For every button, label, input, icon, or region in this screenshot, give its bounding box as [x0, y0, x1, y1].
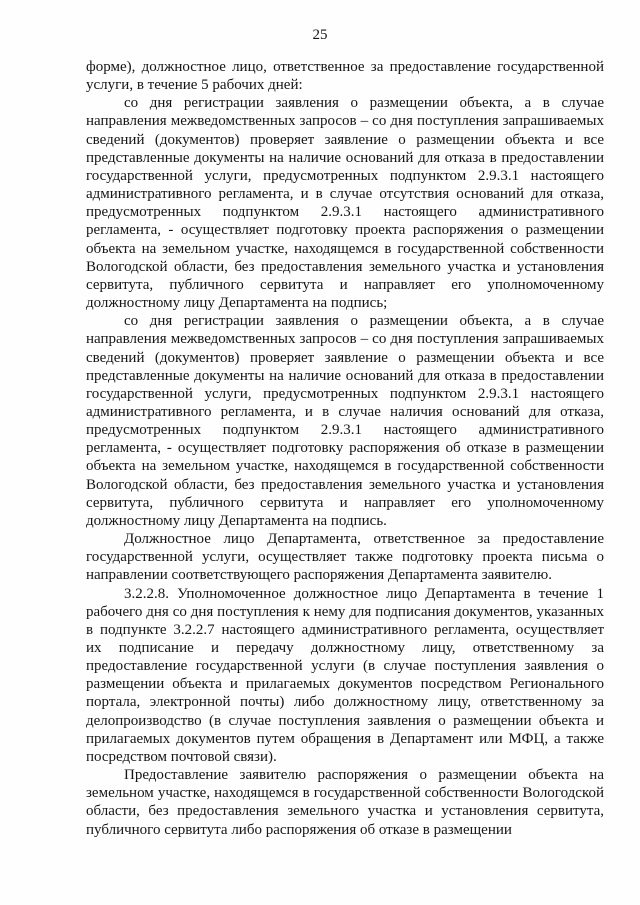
- page-number: 25: [312, 27, 328, 43]
- paragraph-grounds-for-refusal: со дня регистрации заявления о размещении объекта, а в случае направления межведомственных запросов – со дня поступления запрашиваемых сведений (документов) проверяет заявление о размещении объекта и все представленные документы на наличие оснований для отказа в предоставлении государственной услуги, предусмотренных подпунктом 2.9.3.1 настоящего административного регламента, и в случае наличия оснований для отказа, предусмотренных подпунктом 2.9.3.1 настоящего административного регламента, - осуществляет подготовку распоряжения об отказе в размещении объекта на земельном участке, находящемся в государственной собственности Вологодской области, без предоставления земельного участка и установления сервитута, публичного сервитута и направляет его уполномоченному должностному лицу Департамента на подпись.: [86, 313, 604, 529]
- paragraph-delivery-to-applicant: Предоставление заявителю распоряжения о размещении объекта на земельном участке, находящемся в государственной собственности Вологодской области, без предоставления земельного участка и установления сервитута, публичного сервитута либо распоряжения об отказе в размещении: [86, 767, 604, 838]
- paragraph-no-grounds-for-refusal: со дня регистрации заявления о размещении объекта, а в случае направления межведомственных запросов – со дня поступления запрашиваемых сведений (документов) проверяет заявление о размещении объекта и все представленные документы на наличие оснований для отказа в предоставлении государственной услуги, предусмотренных подпунктом 2.9.3.1 настоящего административного регламента, и в случае отсутствия оснований для отказа, предусмотренных подпунктом 2.9.3.1 настоящего административного регламента, - осуществляет подготовку проекта распоряжения о размещении объекта на земельном участке, находящемся в государственной собственности Вологодской области, без предоставления земельного участка и установления сервитута, публичного сервитута и направляет его уполномоченному должностному лицу Департамента на подпись;: [86, 95, 604, 312]
- paragraph-letter-preparation: Должностное лицо Департамента, ответственное за предоставление государственной услуги, осуществляет также подготовку проекта письма о направлении соответствующего распоряжения Департамента заявителю.: [86, 531, 604, 584]
- paragraph-3-2-2-8: 3.2.2.8. Уполномоченное должностное лицо Департамента в течение 1 рабочего дня со дня поступления к нему для подписания документов, указанных в подпункте 3.2.2.7 настоящего административного регламента, осуществляет их подписание и передачу должностному лицу, ответственному за предоставление государственной услуги (в случае поступления заявления о размещении объекта и прилагаемых документов посредством Регионального портала, электронной почты) либо должностному лицу, ответственному за делопроизводство (в случае поступления заявления о размещении объекта и прилагаемых документов путем обращения в Департамент или МФЦ, а также посредством почтовой связи).: [86, 585, 604, 765]
- document-body: [86, 58, 604, 839]
- paragraph-continuation: форме), должностное лицо, ответственное за предоставление государственной услуги, в течение 5 рабочих дней:: [86, 59, 604, 94]
